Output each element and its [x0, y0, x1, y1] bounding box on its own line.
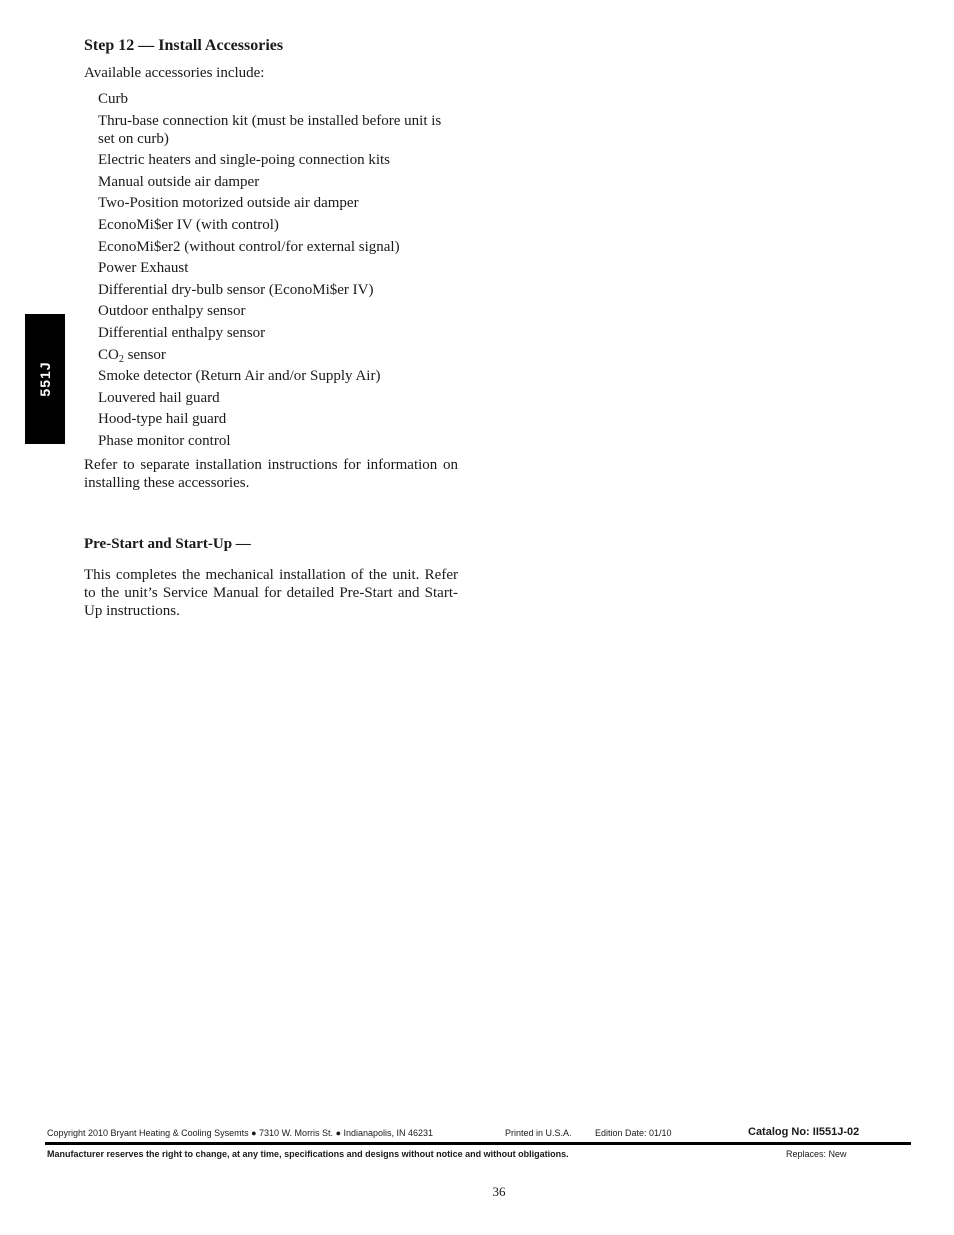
prestart-body: This completes the mechanical installation of the unit. Refer to the unit’s Service Manual for detailed Pre-Start and Start-Up instructions.	[84, 566, 458, 619]
page-number: 36	[492, 1184, 506, 1199]
list-item: Manual outside air damper	[98, 173, 260, 190]
list-item: EconoMi$er2 (without control/for external signal)	[98, 238, 400, 255]
footer-disclaimer: Manufacturer reserves the right to change, at any time, specifications and designs without notice and without obligations.	[47, 1149, 569, 1159]
list-item: Thru-base connection kit (must be installed before unit is set on curb)	[98, 112, 442, 147]
step12-closing: Refer to separate installation instructions for information on installing these accessories.	[84, 456, 458, 491]
list-item: Electric heaters and single-poing connection kits	[98, 152, 390, 169]
footer-bottom-row	[47, 1149, 911, 1163]
accessory-list	[84, 90, 458, 450]
footer-rule	[45, 1142, 911, 1145]
list-item: Outdoor enthalpy sensor	[98, 303, 246, 320]
footer-catalog: Catalog No: II551J-02	[748, 1126, 860, 1138]
list-item: Differential dry-bulb sensor (EconoMi$er IV)	[98, 281, 374, 298]
list-item: Hood-type hail guard	[98, 411, 227, 428]
list-item: EconoMi$er IV (with control)	[98, 216, 279, 233]
side-tab-label: 551J	[37, 361, 53, 397]
list-item-co2	[98, 346, 458, 364]
footer-printed: Printed in U.S.A.	[505, 1128, 572, 1138]
list-item: Differential enthalpy sensor	[98, 324, 266, 341]
list-item: Two-Position motorized outside air damper	[98, 195, 359, 212]
prestart-heading: Pre-Start and Start-Up —	[84, 535, 251, 552]
co2-suffix: sensor	[123, 346, 166, 363]
footer-top-row	[47, 1124, 911, 1140]
step12-section	[84, 36, 458, 492]
list-item: Curb	[98, 91, 128, 107]
main-column	[84, 36, 458, 620]
footer-edition: Edition Date: 01/10	[595, 1128, 672, 1138]
list-item: Power Exhaust	[98, 260, 189, 277]
co2-prefix: CO	[98, 346, 119, 363]
side-tab	[25, 314, 65, 444]
step12-intro: Available accessories include:	[84, 65, 265, 81]
footer-copyright: Copyright 2010 Bryant Heating & Cooling Sysemts ● 7310 W. Morris St. ● Indianapolis, IN 46231	[47, 1128, 434, 1138]
list-item: Louvered hail guard	[98, 389, 220, 406]
co2-subscript: 2	[118, 353, 124, 365]
list-item: Smoke detector (Return Air and/or Supply Air)	[98, 368, 381, 385]
list-item: Phase monitor control	[98, 432, 231, 449]
footer-replaces: Replaces: New	[786, 1149, 847, 1159]
step12-heading: Step 12 — Install Accessories	[84, 37, 284, 54]
prestart-section	[84, 534, 458, 620]
